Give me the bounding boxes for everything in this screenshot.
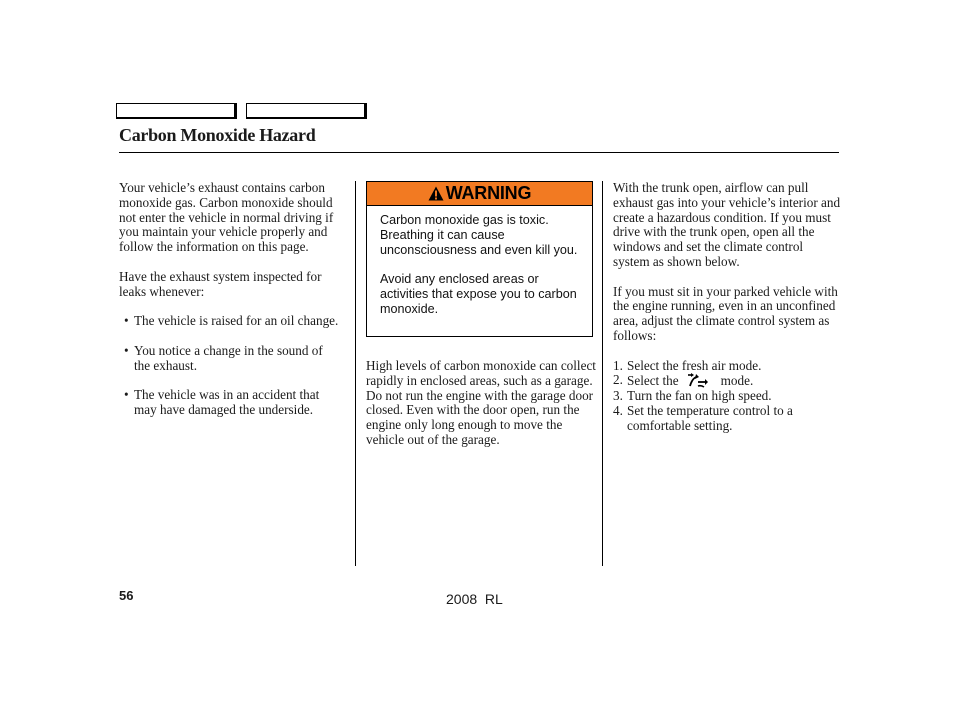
list-item <box>119 314 341 329</box>
warning-label: WARNING <box>445 183 532 203</box>
inspect-paragraph: Have the exhaust system inspected for leaks whenever: <box>119 268 322 299</box>
list-item-text: The vehicle was in an accident that may have damaged the underside. <box>134 387 320 417</box>
vent-mode-icon <box>687 373 709 388</box>
page-number: 56 <box>119 588 134 603</box>
list-item <box>613 373 841 389</box>
step-number: 2. <box>613 372 623 388</box>
warning-paragraph-1: Carbon monoxide gas is toxic. Breathing it can cause unconsciousness and even kill you. <box>380 213 578 257</box>
warning-box <box>366 181 593 337</box>
intro-paragraph: Your vehicle’s exhaust contains carbon monoxide gas. Carbon monoxide should not enter the vehicle in normal driving if you maintain your vehicle properly and follow the information on this page. <box>119 180 334 255</box>
list-item-text: You notice a change in the sound of the exhaust. <box>134 342 323 373</box>
warning-body <box>367 206 592 317</box>
step-number: 3. <box>613 388 623 404</box>
list-item <box>613 359 841 374</box>
column-divider-2 <box>602 181 603 566</box>
column-3 <box>613 181 841 434</box>
step-text: Set the temperature control to a comfortable setting. <box>627 402 793 433</box>
column-divider-1 <box>355 181 356 566</box>
step-text: Turn the fan on high speed. <box>627 388 772 404</box>
bullet-glyph: • <box>124 342 129 358</box>
step-number: 4. <box>613 402 623 418</box>
parked-paragraph: If you must sit in your parked vehicle with the engine running, even in an unconfined area, adjust the climate control system as follows: <box>613 283 838 343</box>
column-1 <box>119 181 341 433</box>
warning-triangle-icon <box>428 186 444 201</box>
step-number: 1. <box>613 357 623 373</box>
climate-steps-list <box>613 359 841 434</box>
warning-header <box>367 182 592 206</box>
garage-paragraph: High levels of carbon monoxide can collect rapidly in enclosed areas, such as a garage. Do not run the engine with the garage door closed. Even with the door open, run the engine only long enough to move the vehicle out of the garage. <box>366 358 596 447</box>
page-title: Carbon Monoxide Hazard <box>119 125 316 145</box>
nav-tab-2[interactable] <box>246 103 367 119</box>
list-item <box>119 388 341 418</box>
trunk-paragraph: With the trunk open, airflow can pull exhaust gas into your vehicle’s interior and create a hazardous condition. If you must drive with the trunk open, open all the windows and set the climate control system as shown below. <box>613 180 841 269</box>
list-item <box>613 389 841 404</box>
bullet-glyph: • <box>124 387 129 403</box>
bullet-glyph: • <box>124 313 129 329</box>
list-item <box>613 404 841 434</box>
step-text-after: mode. <box>720 373 754 389</box>
warning-paragraph-2: Avoid any enclosed areas or activities that expose you to carbon monoxide. <box>380 272 577 316</box>
footer-model-name: 2008 RL <box>446 591 503 607</box>
list-item-text: The vehicle is raised for an oil change. <box>134 313 339 329</box>
inspection-list <box>119 314 341 418</box>
list-item <box>119 344 341 374</box>
step-text: Select the fresh air mode. <box>627 357 762 373</box>
column-2 <box>366 359 598 463</box>
title-divider <box>119 152 839 153</box>
nav-tab-1[interactable] <box>116 103 237 119</box>
step-text-before: Select the <box>627 373 679 389</box>
